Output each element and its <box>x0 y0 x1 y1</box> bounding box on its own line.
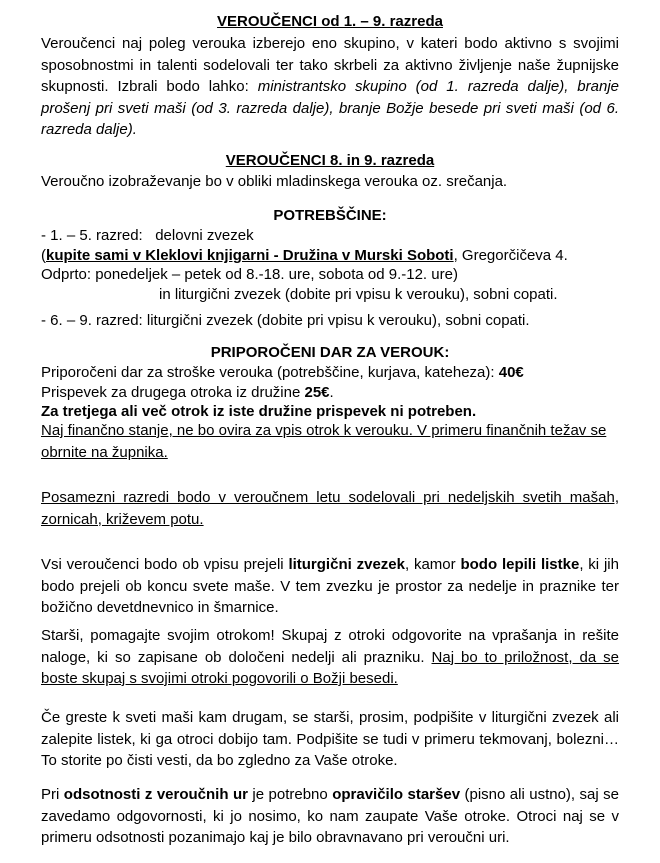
supplies-line2-rest: , Gregorčičeva 4. <box>453 247 568 264</box>
supplies-line4: in liturgični zvezek (dobite pri vpisu k verouku), sobni copati. <box>159 286 558 303</box>
absence-t3: (pisno ali ustno), saj se zavedamo odgovornosti, ki jo nosimo, ko nam zaupate Vaše otroke. Otroci naj se v primeru odsotnosti pozanimajo kaj je bilo obravnavano pri veroučni uri. <box>41 786 619 846</box>
notebook-t3: , ki jih bodo prejeli ob koncu svete maše. V tem zvezku je prostor za nedelje in praznike ter božično devetdnevnico in šmarnice. <box>41 556 619 616</box>
supplies-line2-open: ( <box>41 247 46 264</box>
supplies-line5: - 6. – 9. razred: liturgični zvezek (dobite pri vpisu k verouku), sobni copati. <box>41 312 530 329</box>
section2-heading: VEROUČENCI 8. in 9. razreda <box>225 152 435 169</box>
donation-amount-first: 40€ <box>498 364 524 381</box>
donation-line2-text: Prispevek za drugega otroka iz družine <box>41 384 305 401</box>
supplies-line3: Odprto: ponedeljek – petek od 8.-18. ure, sobota od 9.-12. ure) <box>41 266 458 283</box>
section1-text-plain: Veroučenci naj poleg verouka izberejo eno skupino, v kateri bodo aktivno s svojimi sposobnostmi in talenti sodelovali ter tako skrbeli za aktivno življenje naše župnijske skupnosti. Izbrali bodo lahko: <box>41 35 619 95</box>
notebook-t2: , kamor <box>404 556 461 573</box>
participation-text: Posamezni razredi bodo v veroučnem letu sodelovali pri nedeljskih svetih mašah, zornicah, križevem potu. <box>41 489 619 528</box>
donation-heading: PRIPOROČENI DAR ZA VEROUK: <box>210 344 450 361</box>
absence-b1: odsotnosti z veroučnih ur <box>63 786 248 803</box>
absence-t2: je potrebno <box>247 786 333 803</box>
notebook-t1: Vsi veroučenci bodo ob vpisu prejeli <box>41 556 289 573</box>
supplies-heading: POTREBŠČINE: <box>273 207 387 224</box>
section1-text <box>41 33 619 141</box>
section1-text-italic: ministrantsko skupino (od 1. razreda dalje), branje prošenj pri sveti maši (od 3. razreda dalje), branje Božje besede pri sveti maši (od 6. razreda dalje). <box>41 78 619 138</box>
absence-text <box>41 784 619 849</box>
absence-b2: opravičilo staršev <box>332 786 461 803</box>
donation-line2-end: . <box>329 384 334 401</box>
parents-text-plain: Starši, pomagajte svojim otrokom! Skupaj z otroki odgovorite na vprašanja in rešite naloge, ki so zapisane ob določeni nedelji ali prazniku. <box>41 627 619 666</box>
donation-line1 <box>41 362 619 384</box>
parents-text-underlined: Naj bo to priložnost, da se boste skupaj s svojimi otroki pogovorili o Božji besedi. <box>41 648 619 687</box>
donation-line3: Za tretjega ali več otrok iz iste družine prispevek ni potreben. <box>41 403 477 420</box>
donation-line4: Naj finančno stanje, ne bo ovira za vpis otrok k verouku. V primeru finančnih težav se obrnite na župnika. <box>41 422 607 461</box>
bookstore-link: kupite sami v Kleklovi knjigarni - Družina v Murski Soboti <box>46 247 454 264</box>
donation-amount-second: 25€ <box>304 384 330 401</box>
section2-text: Veroučno izobraževanje bo v obliki mladinskega verouka oz. srečanja. <box>41 173 508 190</box>
notebook-b2: bodo lepili listke <box>460 556 580 573</box>
notebook-text <box>41 554 619 619</box>
notebook-b1: liturgični zvezek <box>288 556 405 573</box>
donation-line1-text: Priporočeni dar za stroške verouka (potrebščine, kurjava, kateheza): <box>41 364 499 381</box>
absence-t1: Pri <box>41 786 64 803</box>
elsewhere-text: Če greste k sveti maši kam drugam, se starši, prosim, podpišite v liturgični zvezek ali zalepite listek, ki ga otroci dobijo tam. Podpišite se tudi v primeru tekmovanj, bolezni… To storite po čisti vesti, da bo zgledno za Vaše otroke. <box>41 709 619 769</box>
section1-heading: VEROUČENCI od 1. – 9. razreda <box>217 13 443 30</box>
parents-text <box>41 625 619 690</box>
supplies-line1: - 1. – 5. razred: delovni zvezek <box>41 227 254 244</box>
